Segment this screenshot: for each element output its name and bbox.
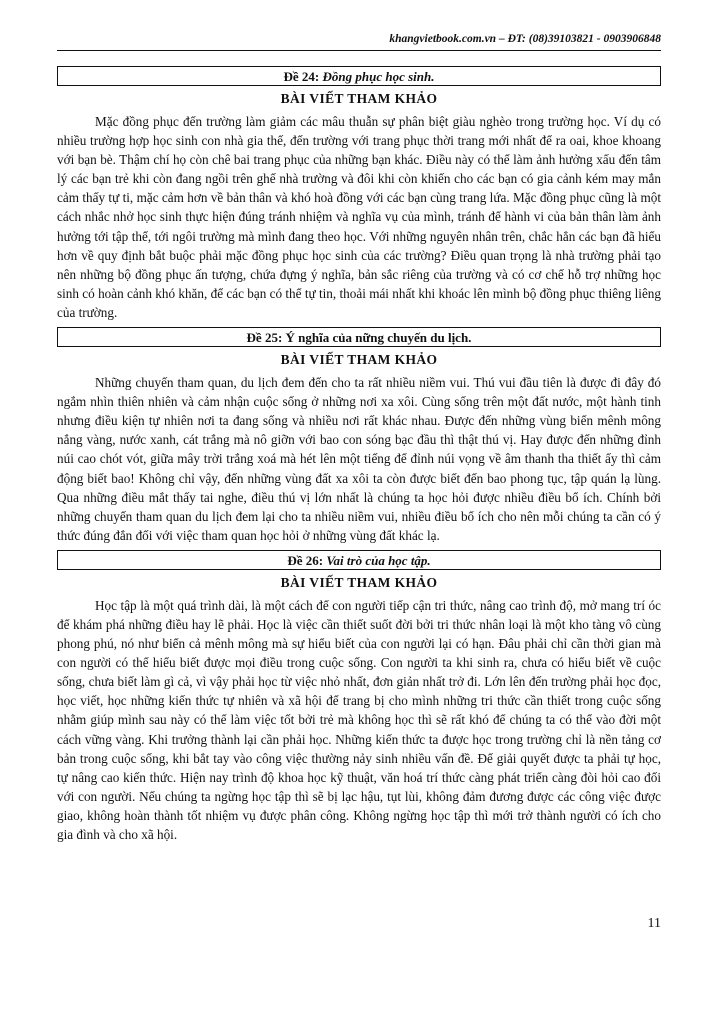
section-body: Học tập là một quá trình dài, là một cách để con người tiếp cận tri thức, nâng cao trình độ, mở mang trí óc để khám phá những điều hay lẽ phải. Học là việc cần thiết suốt đời bởi tri thức nhân loại là một kho tàng vô cùng phong phú, nó như biển cả mênh mông mà sự hiểu biết của con người lại có hạn. Đâu phải chỉ cần thời gian mà con người có thể hiểu biết được mọi điều trong cuộc sống. Con người ta khi sinh ra, chưa có hiểu biết về cuộc sống, chưa biết làm gì cả, vì vậy phải học từ việc nhỏ nhất, đơn giản nhất trở đi. Lớn lên đến trường phải học đọc, học viết, học những kiến thức tự nhiên và xã hội để trang bị cho mình những tri thức cần thiết trong cuộc sống nhằm giúp mình sau này có thể làm việc tốt bởi trẻ mà không học thì sẽ rất khó để chúng ta có thể vào đời một cách vững vàng. Khi trưởng thành lại cần phải học. Những kiến thức ta được học trong trường chỉ là nền tảng cơ bản trong cuộc sống, khi bắt tay vào công việc thường nảy sinh nhiều vấn đề. Để giải quyết được ta phải tự học, tự nâng cao kiến thức. Hiện nay trình độ khoa học kỹ thuật, văn hoá trí thức càng phát triển càng đòi hỏi cao đối với con người. Nếu chúng ta ngừng học tập thì sẽ bị lạc hậu, tụt lùi, không đảm đương được các công việc được giao, không hoàn thành tốt nhiệm vụ được phân công. Không ngừng học tập thì mới trở thành người có ích cho gia đình và cho xã hội. [57, 597, 661, 842]
section-label: Đề 26: [287, 552, 327, 568]
section-title-box [57, 66, 661, 86]
page-header [57, 33, 661, 45]
section-title-box [57, 327, 661, 347]
header-contact: – ĐT: (08)39103821 - 0903906848 [496, 33, 661, 45]
header-site: khangvietbook.com.vn [389, 33, 497, 45]
section-de-26 [57, 550, 661, 844]
section-subtitle: BÀI VIẾT THAM KHẢO [280, 352, 438, 368]
section-title-box [57, 550, 661, 570]
section-de-24 [57, 66, 661, 322]
section-topic: Ý nghĩa của nững chuyến du lịch. [285, 330, 472, 346]
section-label: Đề 25: [246, 330, 286, 346]
section-subtitle: BÀI VIẾT THAM KHẢO [280, 91, 438, 106]
section-body: Những chuyến tham quan, du lịch đem đến cho ta rất nhiều niềm vui. Thú vui đầu tiên là được đi đây đó ngắm nhìn thiên nhiên và cảm nhận cuộc sống ở những nơi xa xôi. Cùng sống trên một đất nước, một hành tinh nhưng điều kiện tự nhiên nơi ta đang sống và nhiều nơi rất khác nhau. Được đến những vùng biển mênh mông nắng vàng, nước xanh, cát trắng mà nô giỡn với bao con sóng bạc đầu thì thật thú vị. Hay được đến những đỉnh núi cao chót vót, giữa mây trời trắng xoá mà hét lên một tiếng để đỉnh núi vọng về âm thanh tha thiết ấy thì cảm động biết bao! Không chỉ vậy, đến những vùng đất xa xôi ta còn được biết đến bao phong tục, tập quán lạ lùng. Qua những điều mắt thấy tai nghe, điều thú vị lớn nhất là chúng ta học hỏi được nhiều điều bổ ích. Chính bởi những chuyến tham quan du lịch đem lại cho ta nhiều niềm vui, nhiều điều bổ ích cho nên mỗi chúng ta cần có ý thức đúng đắn đối với việc tham quan học hỏi ở những vùng đất khác lạ. [57, 375, 661, 543]
page-number: 11 [647, 916, 661, 931]
section-topic: Đồng phục học sinh. [322, 69, 435, 84]
section-de-25 [57, 327, 661, 545]
section-topic: Vai trò của học tập. [326, 552, 431, 568]
section-subtitle: BÀI VIẾT THAM KHẢO [280, 574, 438, 590]
page-content [57, 66, 661, 849]
section-label: Đề 24: [283, 69, 323, 84]
header-rule [57, 50, 661, 51]
section-body: Mặc đồng phục đến trường làm giảm các mâu thuẫn sự phân biệt giàu nghèo trong trường học. Ví dụ có nhiều trường hợp học sinh con nhà gia thế, đến trường với trang phục thời trang mới nhất để ra oai, khoe khoang với bạn bè. Thậm chí họ còn chê bai trang phục của những bạn khác. Điều này có thể làm ảnh hưởng xấu đến tâm lý các bạn trẻ khi còn đang ngồi trên ghế nhà trường và đôi khi còn khiến cho các bạn có gia cảnh kém may mắn cảm thấy tự ti, mặc cảm hơn về bản thân và khó hoà đồng với các bạn cùng trang lứa. Mặc đồng phục cũng là một cách nhắc nhở học sinh thực hiện đúng tránh nhiệm và nghĩa vụ của mình, tránh để hành vi của bản thân làm ảnh hưởng tới tập thể, tới ngôi trường mà mình đang theo học. Với những nguyên nhân trên, chắc hẳn các bạn đã hiểu hơn về quy định bắt buộc phải mặc đồng phục học sinh của các trường? Điều quan trọng là nhà trường phải tạo nên những bộ đồng phục ấn tượng, chứa đựng ý nghĩa, bản sắc riêng của trường và có cơ chế hỗ trợ những học sinh có hoàn cảnh khó khăn, để các bạn có thể tự tin, thoải mái nhất khi khoác lên mình bộ đồng phục thiêng liêng của trường. [57, 114, 661, 320]
